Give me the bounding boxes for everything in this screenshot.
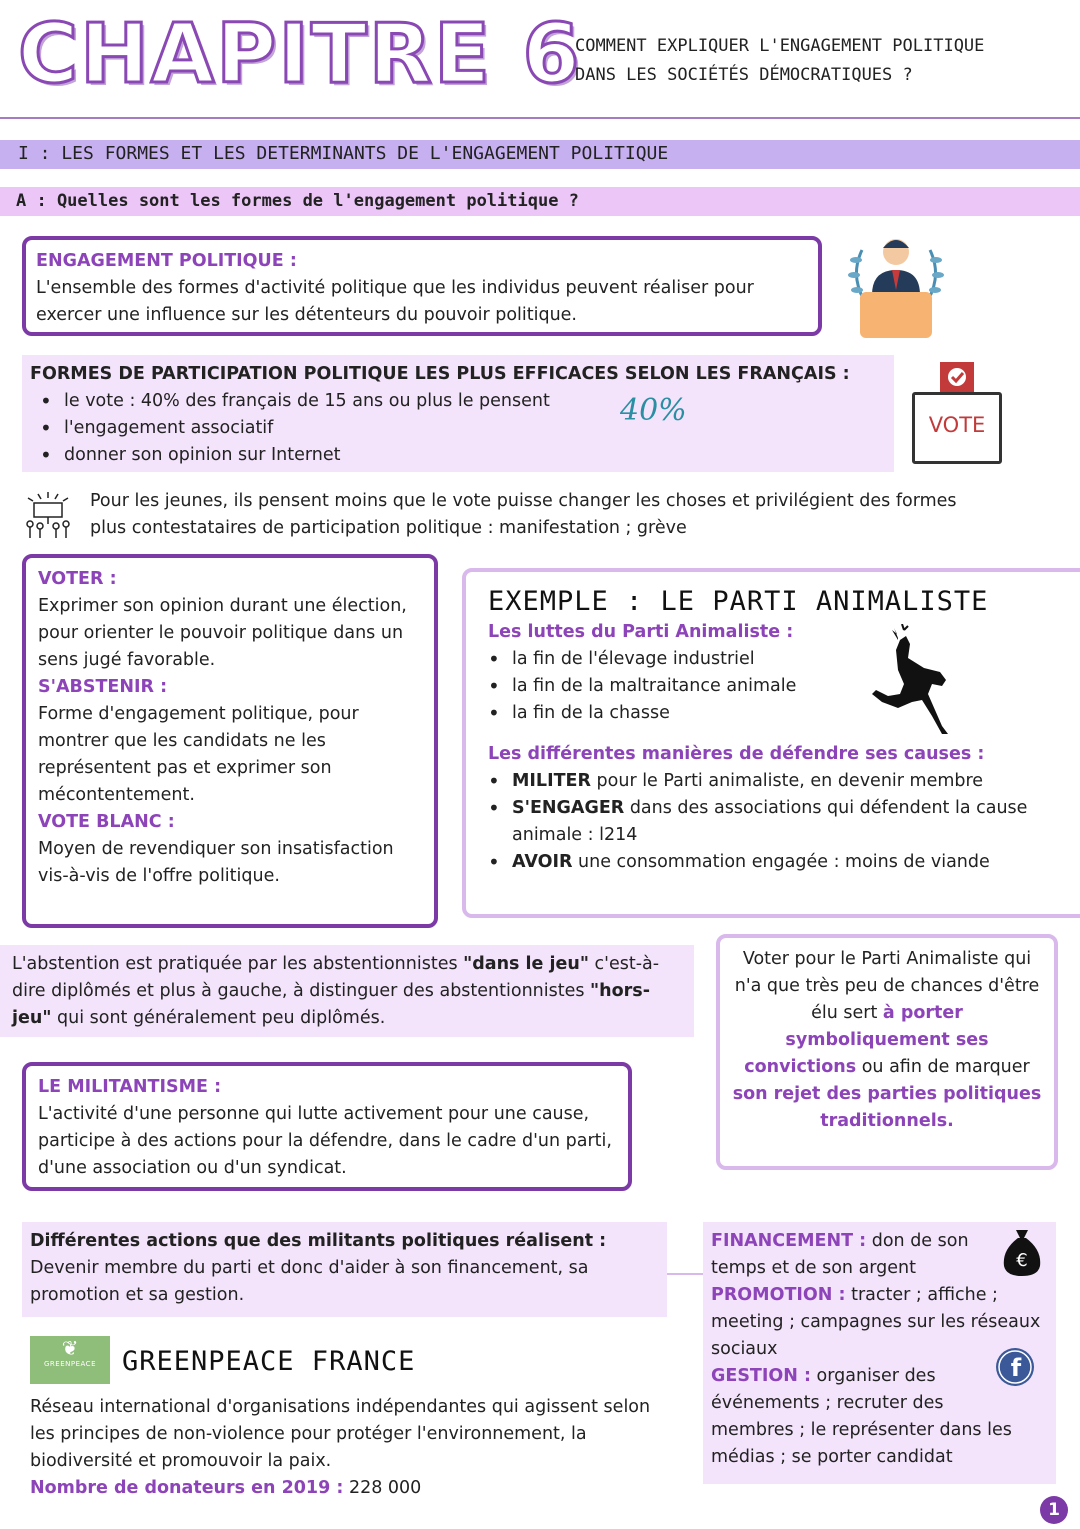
list-item: • le vote : 40% des français de 15 ans ou plus le pensent <box>30 388 886 415</box>
svg-text:€: € <box>1016 1250 1028 1271</box>
exemple-parti-animaliste-box <box>462 568 1080 918</box>
manieres-title: Les différentes manières de défendre ses causes : <box>488 744 985 764</box>
voter-parti-box <box>716 934 1058 1170</box>
voter-parti-text: Voter pour le Parti Animaliste qui n'a que très peu de chances d'être élu sert à porter symboliquement ses convictions ou afin de marquer son rejet des parties politiques traditionnels. <box>732 949 1042 1131</box>
jeunes-text: Pour les jeunes, ils pensent moins que le vote puisse changer les choses et privilégient des formes plus contestataires de participation politique : manifestation ; grève <box>90 491 957 538</box>
chapter-title: CHAPITRE 6 <box>18 7 582 102</box>
role-financement: FINANCEMENT : don de son temps et de son argent <box>711 1231 969 1278</box>
deer-icon <box>870 624 954 736</box>
greenpeace-text: Réseau international d'organisations indépendantes qui agissent selon les principes de non-violence pour protéger l'environnement, la biodiversité et promouvoir la paix. <box>30 1397 651 1471</box>
section-band: I : LES FORMES ET LES DETERMINANTS DE L'ENGAGEMENT POLITIQUE <box>0 140 1080 169</box>
vote-definitions-box <box>22 554 438 928</box>
page-number: 1 <box>1040 1496 1068 1524</box>
abstention-text: L'abstention est pratiquée par les abstentionnistes "dans le jeu" c'est-à-dire diplômés et plus à gauche, à distinguer des abstentionnistes "hors-jeu" qui sont généralement peu diplômés. <box>12 954 660 1028</box>
greenpeace-title: GREENPEACE FRANCE <box>122 1346 416 1377</box>
subsection-band: A : Quelles sont les formes de l'engagement politique ? <box>0 187 1080 216</box>
abstenir-title: S'ABSTENIR : <box>38 677 168 697</box>
actions-text: Devenir membre du parti et donc d'aider à son financement, sa promotion et sa gestion. <box>30 1258 589 1305</box>
connector-line <box>667 1273 705 1275</box>
exemple-title: EXEMPLE : LE PARTI ANIMALISTE <box>488 586 989 617</box>
list-item: • la fin de la chasse <box>478 700 1076 727</box>
chapter-subtitle: COMMENT EXPLIQUER L'ENGAGEMENT POLITIQUE DANS LES SOCIÉTÉS DÉMOCRATIQUES ? <box>575 36 985 85</box>
vote-blanc-text: Moyen de revendiquer son insatisfaction vis-à-vis de l'offre politique. <box>38 839 394 886</box>
militantisme-text: L'activité d'une personne qui lutte activement pour une cause, participe à des actions pour la défendre, dans le cadre d'un parti, d'une association ou d'un syndicat. <box>38 1104 612 1178</box>
list-item: • MILITER pour le Parti animaliste, en devenir membre <box>478 768 1038 795</box>
actions-panel <box>22 1222 667 1317</box>
ballot-box-icon <box>912 362 1002 464</box>
engagement-definition-box <box>22 236 822 336</box>
list-item: • AVOIR une consommation engagée : moins de viande <box>478 849 1038 876</box>
engagement-text: L'ensemble des formes d'activité politique que les individus peuvent réaliser pour exercer une influence sur les détenteurs du pouvoir politique. <box>36 278 754 325</box>
politician-icon <box>842 230 950 340</box>
greenpeace-logo: ❦ GREENPEACE <box>30 1336 110 1384</box>
voter-text: Exprimer son opinion durant une élection, pour orienter le pouvoir politique dans un sens jugé favorable. <box>38 596 407 670</box>
engagement-title: ENGAGEMENT POLITIQUE : <box>36 251 297 271</box>
list-item: • la fin de la maltraitance animale <box>478 673 1076 700</box>
role-promotion: PROMOTION : tracter ; affiche ; meeting ; campagnes sur les réseaux sociaux <box>711 1285 1041 1359</box>
luttes-title: Les luttes du Parti Animaliste : <box>488 622 794 642</box>
header-divider <box>0 117 1080 119</box>
svg-text:f: f <box>1010 1354 1022 1382</box>
money-bag-icon <box>1000 1228 1044 1278</box>
luttes-list <box>478 646 1076 727</box>
abstention-panel <box>0 945 694 1037</box>
voter-title: VOTER : <box>38 569 117 589</box>
protest-icon <box>20 490 76 540</box>
militantisme-box <box>22 1062 632 1191</box>
vote-blanc-title: VOTE BLANC : <box>38 812 175 832</box>
handwritten-percent: 40% <box>620 393 687 428</box>
formes-title: FORMES DE PARTICIPATION POLITIQUE LES PLUS EFFICACES SELON LES FRANÇAIS : <box>30 364 850 384</box>
militantisme-title: LE MILITANTISME : <box>38 1077 222 1097</box>
list-item: • la fin de l'élevage industriel <box>478 646 1076 673</box>
formes-list <box>30 388 886 469</box>
actions-title: Différentes actions que des militants politiques réalisent : <box>30 1231 607 1251</box>
vote-label: VOTE <box>912 392 1002 464</box>
abstenir-text: Forme d'engagement politique, pour montrer que les candidats ne les représentent pas et exprimer son mécontentement. <box>38 704 359 805</box>
list-item: • l'engagement associatif <box>30 415 886 442</box>
facebook-icon <box>995 1347 1035 1387</box>
formes-participation-panel <box>22 355 894 472</box>
list-item: • S'ENGAGER dans des associations qui défendent la cause animale : l214 <box>478 795 1038 849</box>
manieres-list <box>478 768 1038 876</box>
greenpeace-donors: Nombre de donateurs en 2019 : 228 000 <box>30 1478 422 1498</box>
list-item: • donner son opinion sur Internet <box>30 442 886 469</box>
role-gestion: GESTION : organiser des événements ; recruter des membres ; le représenter dans les médias ; se porter candidat <box>711 1366 1012 1467</box>
